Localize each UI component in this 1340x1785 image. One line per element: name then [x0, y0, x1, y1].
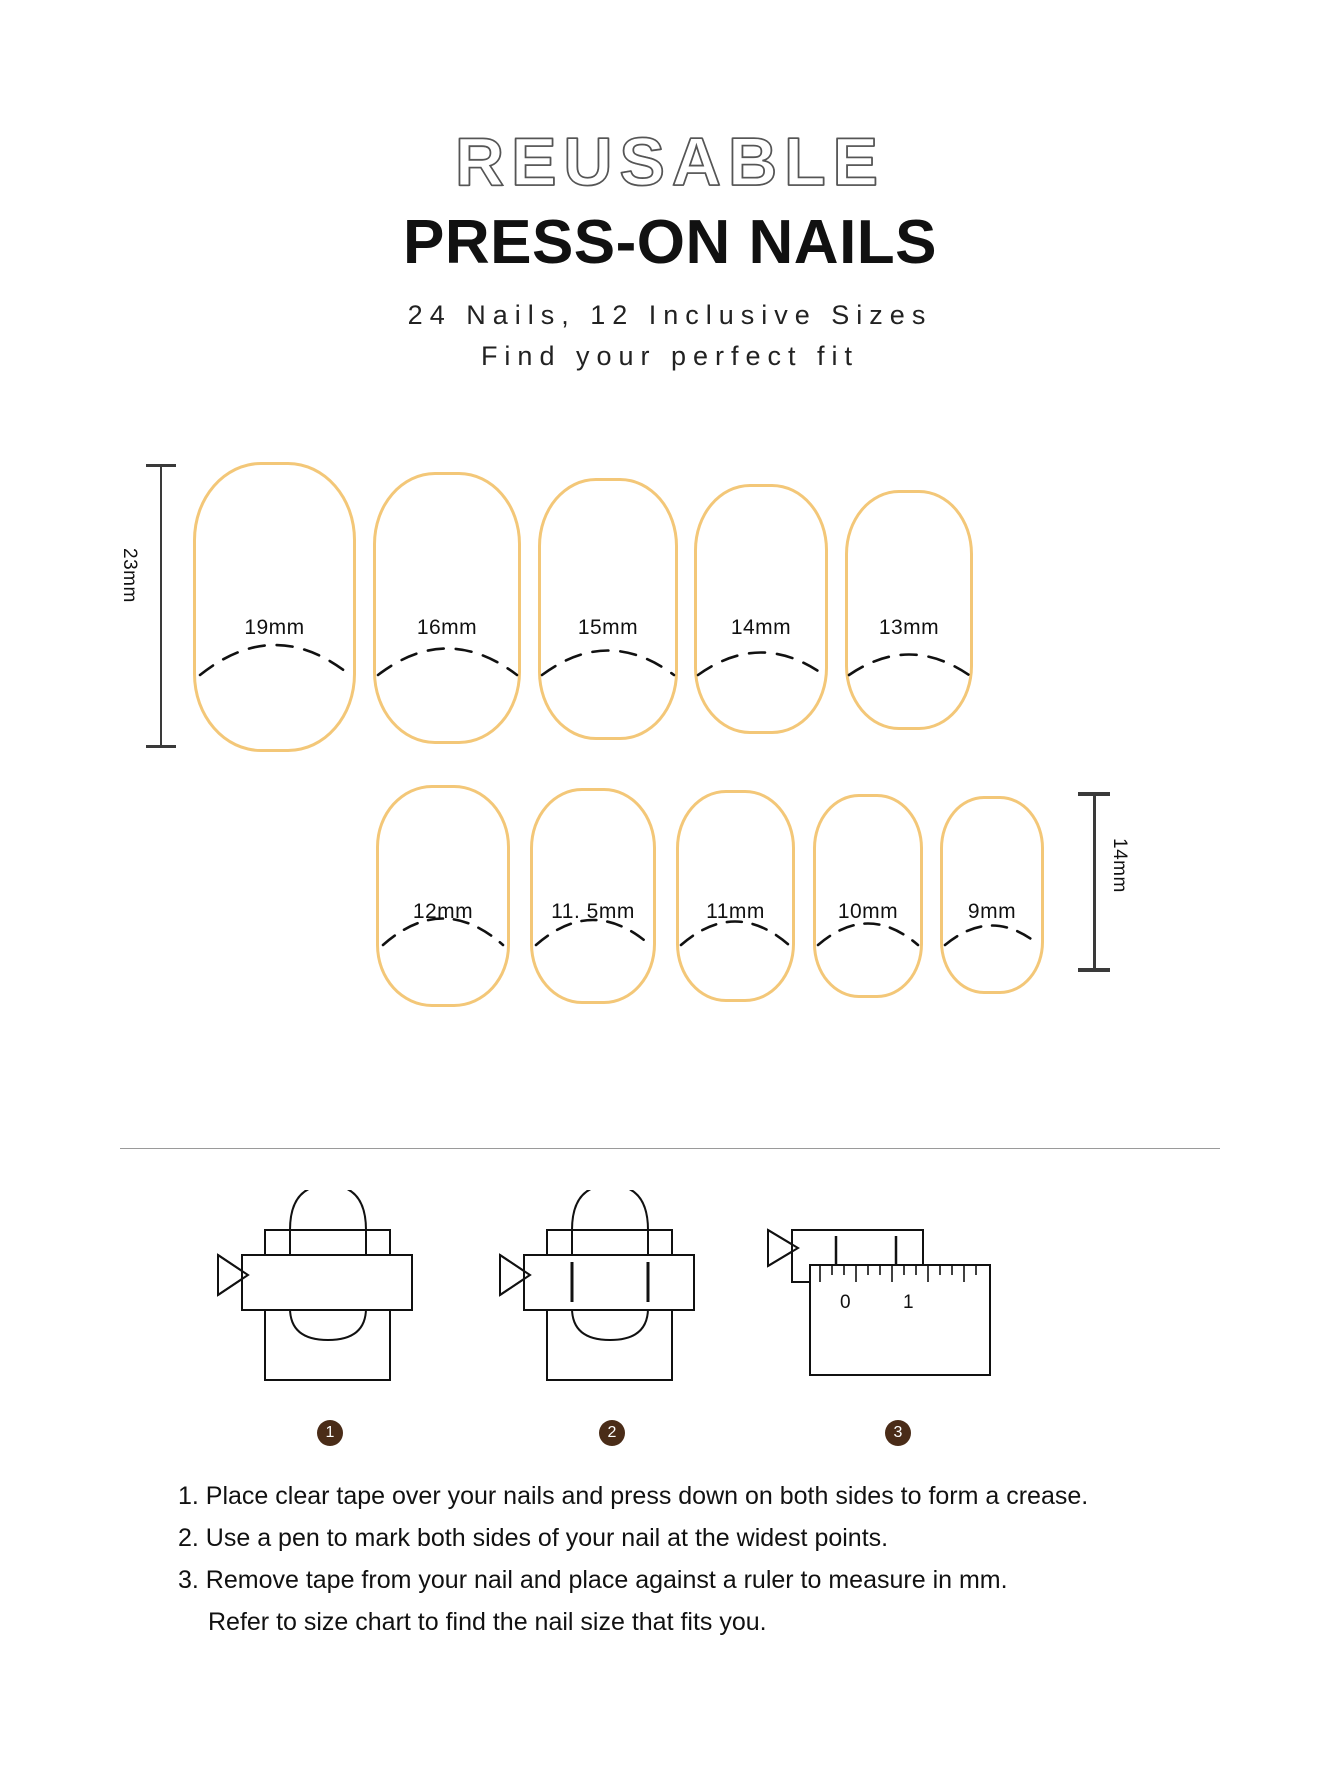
section-divider	[120, 1148, 1220, 1149]
subtitle-sizes: 24 Nails, 12 Inclusive Sizes	[407, 300, 933, 330]
dimension-label-14mm: 14mm	[1109, 838, 1130, 893]
ruler-tick-1: 1	[903, 1292, 914, 1313]
instructions-list	[178, 1475, 1238, 1643]
instruction-line-4: Refer to size chart to find the nail size that fits you.	[208, 1608, 767, 1636]
step-diagram-3	[748, 1190, 1048, 1441]
step-2-illustration	[462, 1190, 762, 1420]
nail-size-label: 11. 5mm	[551, 900, 635, 923]
page-header	[0, 0, 1340, 372]
nail-size-label: 19mm	[244, 616, 305, 639]
dimension-label-23mm: 23mm	[119, 548, 140, 603]
step-1-illustration	[180, 1190, 480, 1420]
instruction-line-2: 2. Use a pen to mark both sides of your nail at the widest points.	[178, 1524, 889, 1552]
nail-size-label: 15mm	[577, 616, 639, 639]
ruler-tick-0: 0	[840, 1292, 851, 1313]
nail-shape	[676, 790, 795, 1002]
nail-shape	[376, 785, 510, 1007]
step-diagram-2	[462, 1190, 762, 1441]
nail-shape	[845, 490, 973, 730]
step-badge-2: 2	[599, 1420, 625, 1446]
nail-shape	[373, 472, 521, 744]
nail-size-label: 16mm	[416, 616, 478, 639]
instruction-diagrams	[0, 1190, 1340, 1470]
instruction-line-3: 3. Remove tape from your nail and place against a ruler to measure in mm.	[178, 1566, 1008, 1594]
nail-size-label: 10mm	[837, 900, 899, 923]
nail-shape	[813, 794, 923, 998]
nail-shape	[940, 796, 1044, 994]
nail-size-label: 11mm	[706, 900, 765, 923]
step-badge-1: 1	[317, 1420, 343, 1446]
page-title: PRESS-ON NAILS	[402, 208, 938, 277]
step-3-illustration	[748, 1190, 1048, 1420]
step-badge-3: 3	[885, 1420, 911, 1446]
nail-size-label: 9mm	[967, 900, 1017, 923]
nail-shape	[694, 484, 828, 734]
subtitle-fit: Find your perfect fit	[480, 341, 860, 371]
nail-shape	[193, 462, 356, 752]
instruction-line-1: 1. Place clear tape over your nails and press down on both sides to form a crease.	[178, 1482, 1089, 1510]
nail-size-label: 13mm	[878, 616, 940, 639]
nail-size-label: 12mm	[412, 900, 474, 923]
nail-size-chart	[0, 440, 1340, 1020]
step-diagram-1	[180, 1190, 480, 1441]
nail-shape	[538, 478, 678, 740]
title-reusable: REUSABLE	[454, 124, 886, 200]
nail-size-label: 14mm	[730, 616, 792, 639]
nail-shape	[530, 788, 656, 1004]
